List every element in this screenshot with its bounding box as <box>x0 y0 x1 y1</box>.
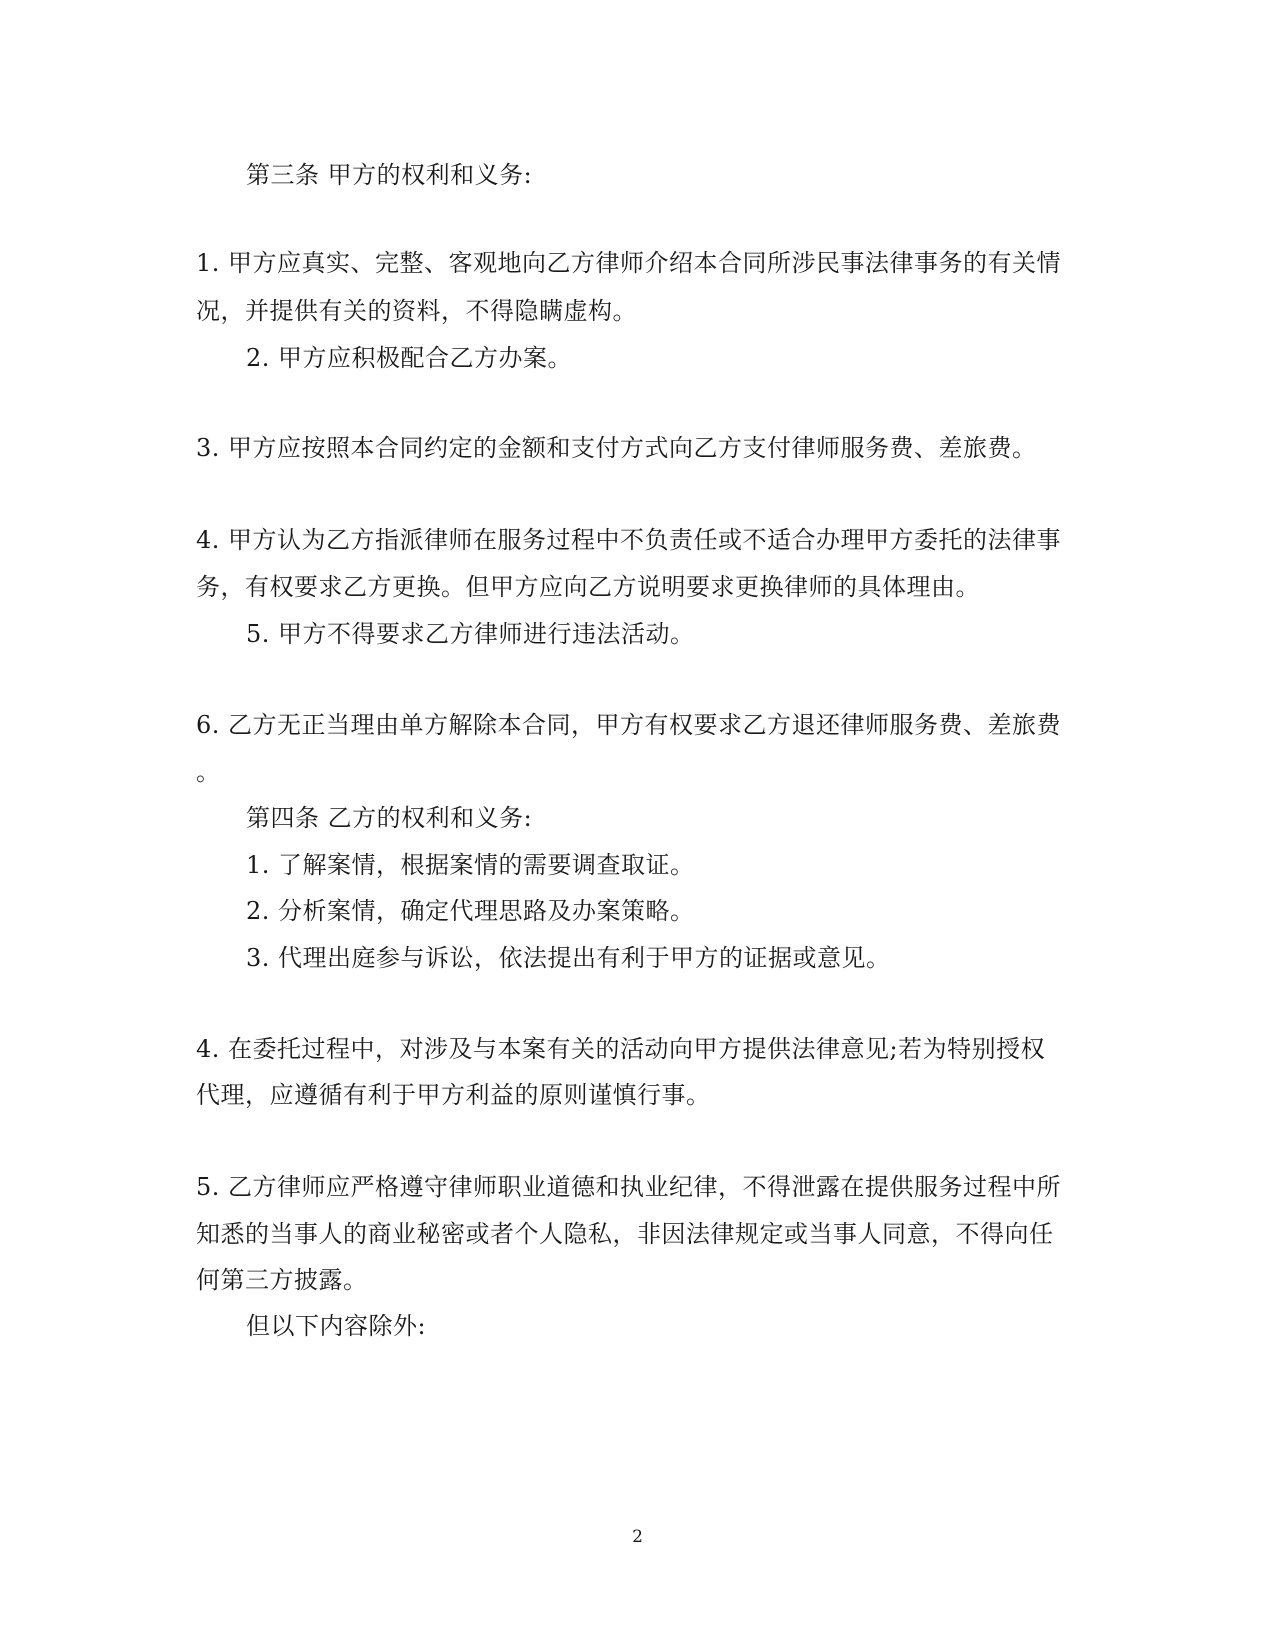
article-4-clause-4-line-2: 代理，应遵循有利于甲方利益的原则谨慎行事。 <box>196 1081 711 1109</box>
article-3-clause-5: 5. 甲方不得要求乙方律师进行违法活动。 <box>246 620 695 648</box>
article-4-clause-2: 2. 分析案情，确定代理思路及办案策略。 <box>246 897 695 925</box>
article-3-clause-6-line-2: 。 <box>196 758 221 786</box>
article-4-clause-5-line-3: 何第三方披露。 <box>196 1266 368 1294</box>
article-4-clause-1: 1. 了解案情，根据案情的需要调查取证。 <box>246 851 695 879</box>
article-4-clause-5-line-1: 5. 乙方律师应严格遵守律师职业道德和执业纪律，不得泄露在提供服务过程中所 <box>196 1173 1062 1201</box>
article-3-clause-4-line-1: 4. 甲方认为乙方指派律师在服务过程中不负责任或不适合办理甲方委托的法律事 <box>196 526 1062 554</box>
article-3-clause-3: 3. 甲方应按照本合同约定的金额和支付方式向乙方支付律师服务费、差旅费。 <box>196 434 1037 462</box>
article-4-clause-4-line-1: 4. 在委托过程中，对涉及与本案有关的活动向甲方提供法律意见;若为特别授权 <box>196 1035 1046 1063</box>
exceptions-intro: 但以下内容除外: <box>246 1312 427 1340</box>
article-3-heading: 第三条 甲方的权利和义务: <box>246 161 533 189</box>
article-4-heading: 第四条 乙方的权利和义务: <box>246 804 533 832</box>
article-4-clause-3: 3. 代理出庭参与诉讼，依法提出有利于甲方的证据或意见。 <box>246 944 891 972</box>
article-3-clause-1-line-2: 况，并提供有关的资料，不得隐瞒虚构。 <box>196 297 637 325</box>
article-3-clause-4-line-2: 务，有权要求乙方更换。但甲方应向乙方说明要求更换律师的具体理由。 <box>196 573 980 601</box>
article-3-clause-2: 2. 甲方应积极配合乙方办案。 <box>246 344 573 372</box>
article-4-clause-5-line-2: 知悉的当事人的商业秘密或者个人隐私，非因法律规定或当事人同意，不得向任 <box>196 1220 1054 1248</box>
article-3-clause-6-line-1: 6. 乙方无正当理由单方解除本合同，甲方有权要求乙方退还律师服务费、差旅费 <box>196 711 1062 739</box>
page-number: 2 <box>632 1527 643 1547</box>
article-3-clause-1-line-1: 1. 甲方应真实、完整、客观地向乙方律师介绍本合同所涉民事法律事务的有关情 <box>196 249 1062 277</box>
